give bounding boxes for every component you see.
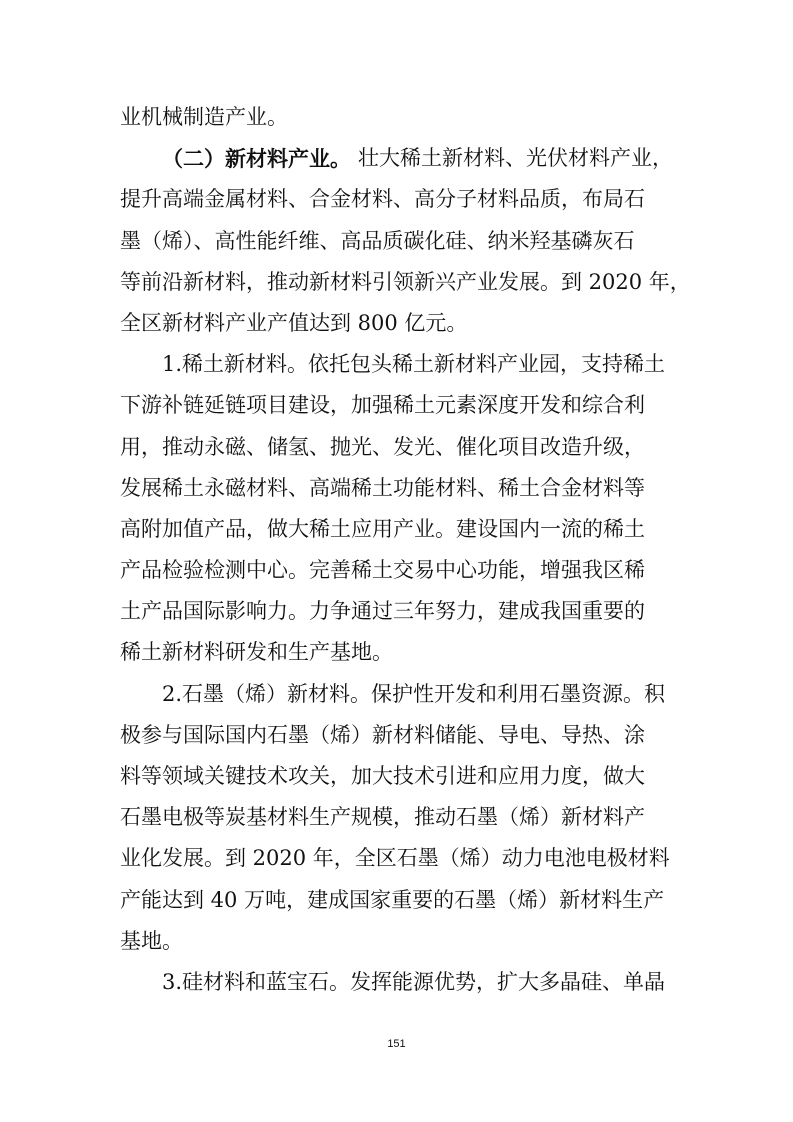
line-text: 产能达到 40 万吨，建成国家重要的石墨（烯）新材料生产 <box>120 887 665 912</box>
line-text: 发展稀土永磁材料、高端稀土功能材料、稀土合金材料等 <box>120 475 645 500</box>
line-text: 全区新材料产业产值达到 800 亿元。 <box>120 310 468 335</box>
line-text: 1.稀土新材料。依托包头稀土新材料产业园，支持稀土 <box>162 352 666 377</box>
subsection-line <box>120 962 673 1003</box>
line-text: 业化发展。到 2020 年，全区石墨（烯）动力电池电极材料 <box>120 846 670 871</box>
line-text: 极参与国际国内石墨（烯）新材料储能、导电、导热、涂 <box>120 722 645 747</box>
section-heading-line <box>120 138 673 179</box>
text-line <box>120 715 673 756</box>
text-line <box>120 880 673 921</box>
text-line <box>120 550 673 591</box>
line-text: 提升高端金属材料、合金材料、高分子材料品质，布局石 <box>120 187 645 212</box>
page-number: 151 <box>387 1038 406 1050</box>
line-text: 3.硅材料和蓝宝石。发挥能源优势，扩大多晶硅、单晶 <box>162 969 666 994</box>
line-text: 料等领域关键技术攻关，加大技术引进和应用力度，做大 <box>120 764 645 788</box>
line-text: 基地。 <box>120 928 183 953</box>
line-text: 稀土新材料研发和生产基地。 <box>120 640 393 665</box>
text-line <box>120 509 673 550</box>
text-line <box>120 591 673 632</box>
line-text: 壮大稀土新材料、光伏材料产业， <box>358 146 673 171</box>
line-text: 产品检验检测中心。完善稀土交易中心功能，增强我区稀 <box>120 558 645 583</box>
text-line <box>120 385 673 426</box>
text-line <box>120 468 673 509</box>
text-line <box>120 838 673 879</box>
text-line <box>120 427 673 468</box>
line-text: 土产品国际影响力。力争通过三年努力，建成我国重要的 <box>120 599 645 624</box>
section-heading: （二）新材料产业。 <box>162 146 351 172</box>
text-line <box>120 97 673 138</box>
line-text: 用，推动永磁、储氢、抛光、发光、催化项目改造升级， <box>120 434 645 459</box>
subsection-line <box>120 344 673 385</box>
text-line <box>120 797 673 838</box>
text-line <box>120 921 673 962</box>
subsection-line <box>120 674 673 715</box>
line-text: 下游补链延链项目建设，加强稀土元素深度开发和综合利 <box>120 393 645 418</box>
line-text: 墨（烯）、高性能纤维、高品质碳化硅、纳米羟基磷灰石 <box>120 228 635 253</box>
text-line <box>120 221 673 262</box>
line-text: 2.石墨（烯）新材料。保护性开发和利用石墨资源。积 <box>162 681 666 706</box>
text-line <box>120 262 691 303</box>
document-body <box>120 97 691 1003</box>
text-line <box>120 756 673 797</box>
text-line <box>120 303 673 344</box>
line-text: 业机械制造产业。 <box>120 105 288 129</box>
text-line <box>120 179 673 220</box>
line-text: 高附加值产品，做大稀土应用产业。建设国内一流的稀土 <box>120 516 645 541</box>
line-text: 石墨电极等炭基材料生产规模，推动石墨（烯）新材料产 <box>120 805 645 830</box>
line-text: 等前沿新材料，推动新材料引领新兴产业发展。到 2020 年， <box>120 269 691 294</box>
text-line <box>120 632 673 673</box>
